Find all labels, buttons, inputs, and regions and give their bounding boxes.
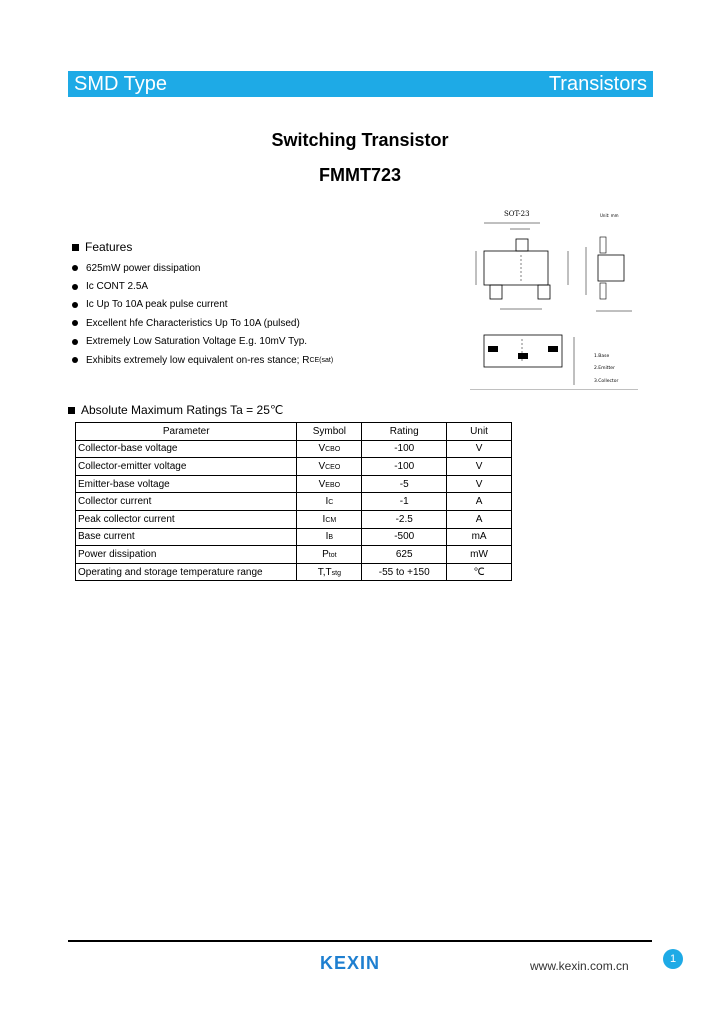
parameter-cell: Emitter-base voltage	[76, 475, 297, 493]
ratings-heading	[68, 403, 283, 417]
features-heading-text: Features	[85, 240, 133, 254]
feature-text: Excellent hfe Characteristics Up To 10A (pulsed)	[86, 317, 300, 329]
table-row	[76, 458, 512, 476]
rating-cell: -1	[362, 493, 447, 511]
package-name-label: SOT-23	[504, 210, 530, 218]
symbol-cell	[297, 458, 362, 476]
symbol-main: I	[325, 531, 329, 543]
symbol-subscript: EBO	[325, 481, 341, 489]
feature-subscript: CE(sat)	[309, 356, 334, 364]
header-unit: Unit	[447, 423, 512, 441]
unit-cell: ℃	[447, 563, 512, 581]
parameter-cell: Collector-base voltage	[76, 440, 297, 458]
symbol-main: V	[318, 443, 326, 455]
bullet-icon	[72, 302, 78, 308]
header-category: SMD Type	[74, 73, 167, 95]
symbol-subscript: C	[328, 499, 334, 507]
square-bullet-icon	[68, 407, 75, 414]
rating-cell: -500	[362, 528, 447, 546]
unit-cell: V	[447, 440, 512, 458]
bullet-icon	[72, 339, 78, 345]
feature-text: Exhibits extremely low equivalent on-res stance; R	[86, 354, 310, 366]
list-item	[72, 277, 333, 295]
rating-cell: -55 to +150	[362, 563, 447, 581]
table-row	[76, 510, 512, 528]
square-bullet-icon	[72, 244, 79, 251]
unit-cell: V	[447, 475, 512, 493]
list-item	[72, 314, 333, 332]
feature-text: 625mW power dissipation	[86, 262, 201, 274]
unit-label: Unit: mm	[600, 213, 619, 218]
symbol-subscript: B	[328, 534, 334, 542]
brand-logo: KEXIN	[320, 953, 381, 973]
website-link[interactable]: www.kexin.com.cn	[530, 959, 629, 973]
package-diagram	[470, 207, 640, 390]
footer-divider	[68, 940, 652, 942]
symbol-main: V	[318, 460, 326, 472]
features-heading	[72, 240, 132, 254]
feature-list	[72, 259, 333, 369]
list-item	[72, 333, 333, 351]
list-item	[72, 351, 333, 369]
parameter-cell: Peak collector current	[76, 510, 297, 528]
symbol-cell	[297, 475, 362, 493]
pin-2-label: 2.Emitter	[594, 366, 615, 371]
header-parameter: Parameter	[76, 423, 297, 441]
symbol-cell	[297, 528, 362, 546]
unit-cell: mA	[447, 528, 512, 546]
rating-cell: -100	[362, 458, 447, 476]
bullet-icon	[72, 320, 78, 326]
feature-text: Extremely Low Saturation Voltage E.g. 10mV Typ.	[86, 336, 308, 348]
symbol-cell	[297, 563, 362, 581]
document-title: Switching Transistor	[271, 130, 449, 150]
parameter-cell: Collector current	[76, 493, 297, 511]
ratings-table	[75, 422, 512, 581]
symbol-cell	[297, 546, 362, 564]
header-bar	[68, 71, 653, 97]
bullet-icon	[72, 265, 78, 271]
unit-cell: mW	[447, 546, 512, 564]
parameter-cell: Base current	[76, 528, 297, 546]
symbol-cell	[297, 493, 362, 511]
unit-cell: A	[447, 493, 512, 511]
rating-cell: -2.5	[362, 510, 447, 528]
ratings-table-body	[76, 440, 512, 581]
bullet-icon	[72, 284, 78, 290]
feature-text: Ic Up To 10A peak pulse current	[86, 299, 228, 311]
table-row	[76, 546, 512, 564]
table-row	[76, 493, 512, 511]
symbol-subscript: CM	[325, 516, 337, 524]
symbol-main: P	[322, 548, 329, 560]
part-number: FMMT723	[318, 165, 401, 185]
symbol-subscript: CEO	[325, 463, 341, 471]
table-row	[76, 563, 512, 581]
pin-1-label: 1.Base	[594, 354, 610, 359]
header-type: Transistors	[548, 73, 647, 95]
table-row	[76, 440, 512, 458]
symbol-main: I	[322, 513, 326, 525]
parameter-cell: Collector-emitter voltage	[76, 458, 297, 476]
pin-3-label: 3.Collector	[594, 379, 619, 384]
list-item	[72, 259, 333, 277]
symbol-cell	[297, 440, 362, 458]
table-row	[76, 528, 512, 546]
table-row	[76, 475, 512, 493]
table-header-row	[76, 423, 512, 441]
symbol-main: V	[318, 478, 326, 490]
symbol-subscript: CBO	[325, 446, 341, 454]
header-symbol: Symbol	[297, 423, 362, 441]
parameter-cell: Power dissipation	[76, 546, 297, 564]
feature-text: Ic CONT 2.5A	[86, 281, 149, 293]
ratings-heading-text: Absolute Maximum Ratings Ta = 25℃	[81, 403, 284, 417]
rating-cell: 625	[362, 546, 447, 564]
symbol-cell	[297, 510, 362, 528]
rating-cell: -5	[362, 475, 447, 493]
parameter-cell: Operating and storage temperature range	[76, 563, 297, 581]
rating-cell: -100	[362, 440, 447, 458]
unit-cell: A	[447, 510, 512, 528]
symbol-main: T,T	[317, 566, 332, 578]
bullet-icon	[72, 357, 78, 363]
header-rating: Rating	[362, 423, 447, 441]
symbol-main: I	[325, 496, 329, 508]
symbol-subscript: tot	[328, 551, 337, 559]
list-item	[72, 296, 333, 314]
symbol-subscript: stg	[331, 569, 341, 577]
page-number-badge: 1	[663, 949, 683, 969]
unit-cell: V	[447, 458, 512, 476]
